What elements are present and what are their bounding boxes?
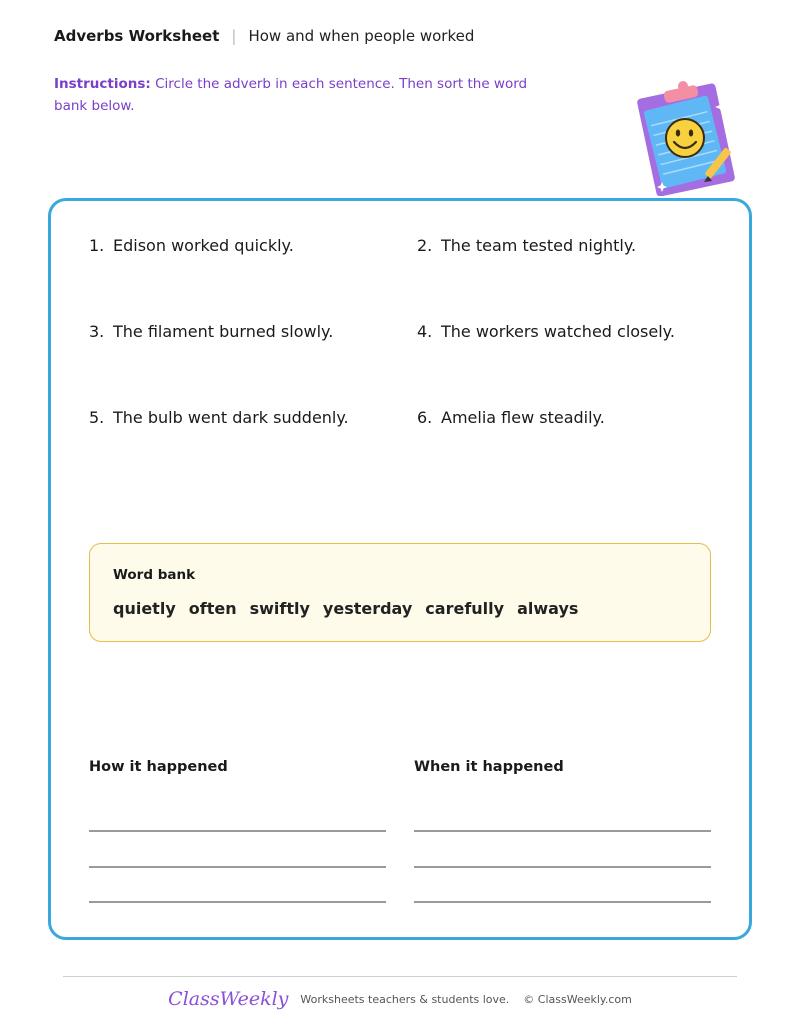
how-answer-line[interactable] (89, 901, 386, 903)
word-bank-words (113, 599, 578, 618)
footer (0, 988, 800, 1010)
question-number: 2. (417, 236, 433, 255)
how-answer-line[interactable] (89, 866, 386, 868)
question-text: The filament burned slowly. (113, 322, 334, 341)
question-4 (417, 322, 675, 341)
word-bank (89, 543, 711, 642)
instructions-lead: Instructions: (54, 76, 151, 92)
word-bank-word: swiftly (249, 599, 310, 618)
question-text: The team tested nightly. (441, 236, 637, 255)
footer-tagline: Worksheets teachers & students love. © ClassWeekly.com (300, 992, 632, 1006)
instructions-text: Circle the adverb in each sentence. Then sort the word bank below. (54, 76, 528, 114)
when-answer-line[interactable] (414, 830, 711, 832)
header-separator: | (231, 27, 237, 45)
question-text: The bulb went dark suddenly. (113, 408, 349, 427)
word-bank-word: quietly (113, 599, 176, 618)
question-1 (89, 236, 294, 255)
question-number: 5. (89, 408, 105, 427)
word-bank-title: Word bank (113, 567, 196, 583)
question-text: Amelia flew steadily. (441, 408, 605, 427)
instructions (54, 73, 534, 117)
question-number: 1. (89, 236, 105, 255)
word-bank-word: yesterday (322, 599, 413, 618)
question-text: The workers watched closely. (441, 322, 675, 341)
word-bank-word: often (188, 599, 237, 618)
when-answer-line[interactable] (414, 866, 711, 868)
brand-logo: ClassWeekly (168, 988, 289, 1010)
word-bank-word: carefully (425, 599, 505, 618)
header (54, 27, 474, 45)
when-answer-line[interactable] (414, 901, 711, 903)
question-text: Edison worked quickly. (113, 236, 294, 255)
question-3 (89, 322, 333, 341)
word-bank-word: always (517, 599, 579, 618)
question-2 (417, 236, 636, 255)
how-it-happened-heading: How it happened (89, 759, 228, 775)
question-number: 4. (417, 322, 433, 341)
worksheet-subtitle: How and when people worked (248, 27, 475, 45)
question-number: 6. (417, 408, 433, 427)
question-6 (417, 408, 605, 427)
footer-divider (63, 976, 737, 977)
clipboard-smiley-icon (632, 78, 744, 196)
worksheet-title: Adverbs Worksheet (54, 27, 220, 45)
when-it-happened-heading: When it happened (414, 759, 564, 775)
how-answer-line[interactable] (89, 830, 386, 832)
question-5 (89, 408, 349, 427)
question-number: 3. (89, 322, 105, 341)
